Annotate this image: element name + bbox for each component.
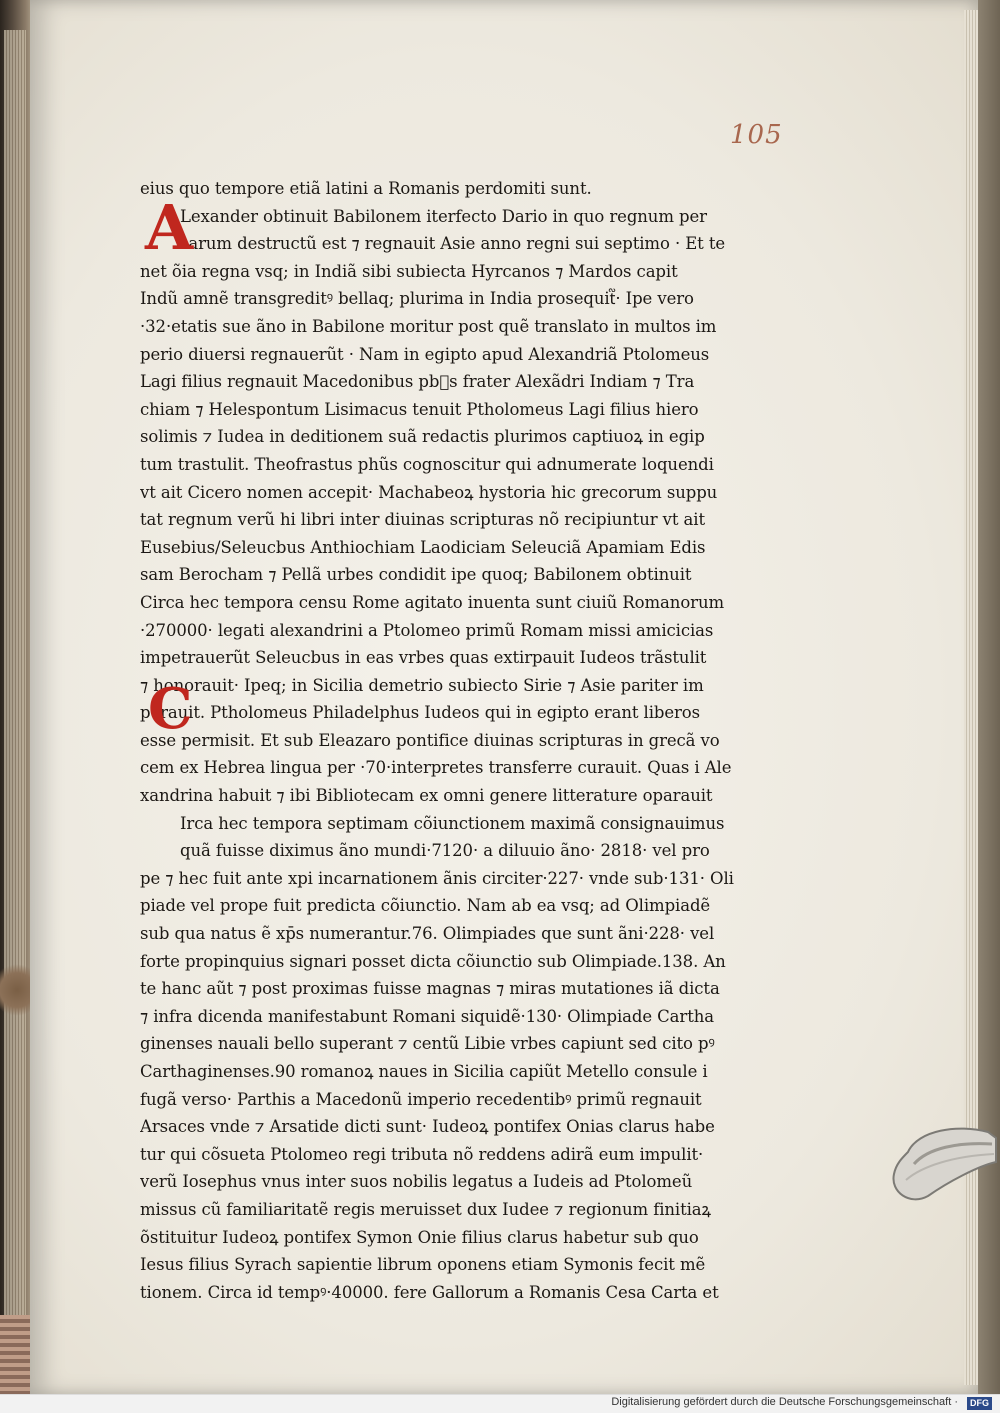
text-line: õstituitur Iudeoꝝ pontifex Symon Onie filius clarus habetur sub quo [140,1227,699,1247]
text-line: Lexander obtinuit Babilonem iterfecto Dario in quo regnum per [180,206,707,226]
text-line: net õia regna vsq; in Indiã sibi subiecta Hyrcanos ⁊ Mardos capit [140,261,678,281]
text-line: sam Berocham ⁊ Pellã urbes condidit ipe quoq; Babilonem obtinuit [140,565,692,585]
text-line: eius quo tempore etiã latini a Romanis perdomiti sunt. [140,179,592,198]
text-line: ·270000· legati alexandrini a Ptolomeo primũ Romam missi amicicias [140,620,714,640]
page-edges-left [4,30,26,1370]
text-line: ⁊ honorauit· Ipeq; in Sicilia demetrio subiecto Sirie ⁊ Asie pariter im [140,675,704,695]
rubricated-initial-c: C [148,676,193,742]
text-line: missus cũ familiaritatẽ regis meruisset dux Iudee ⁊ regionum finitiaꝝ [140,1199,711,1219]
text-line: verũ Iosephus vnus inter suos nobilis legatus a Iudeis ad Ptolomeũ [140,1172,693,1192]
text-line: impetrauerũt Seleucbus in eas vrbes quas extirpauit Iudeos trãstulit [140,648,707,668]
text-line: Irca hec tempora septimam cõiunctionem maximã consignauimus [180,813,725,833]
text-line: piade vel prope fuit predicta cõiunctio. Nam ab ea vsq; ad Olimpiadẽ [140,896,711,916]
text-line: Eusebius/Seleucbus Anthiochiam Laodiciam Seleuciã Apamiam Edis [140,537,706,557]
text-line: xandrina habuit ⁊ ibi Bibliotecam ex omni genere litterature oparauit [140,786,713,806]
text-line: forte propinquius signari posset dicta cõiunctio sub Olimpiade.138. An [140,951,726,971]
text-line: perauit. Ptholomeus Philadelphus Iudeos qui in egipto erant liberos [140,703,700,723]
text-line: Lagi filius regnauit Macedonibus pbᷓs frater Alexãdri Indiam ⁊ Tra [140,372,695,392]
text-line: pe ⁊ hec fuit ante xpi incarnationem ãnis circiter·227· vnde sub·131· Oli [140,868,734,888]
text-block [140,175,770,1306]
rubricated-initial-a: A [145,191,194,264]
text-line: sub qua natus ẽ xp̄s numerantur.76. Olimpiades que sunt ãni·228· vel [140,924,715,944]
text-line: tat regnum verũ hi libri inter diuinas scripturas nõ recipiuntur vt ait [140,510,706,530]
text-line: solimis ⁊ Iudea in deditionem suã redactis plurimos captiuoꝝ in egip [140,427,705,447]
text-line: te hanc aũt ⁊ post proximas fuisse magnas ⁊ miras mutationes iã dicta [140,979,720,999]
folio-number: 105 [730,120,783,150]
text-line: Arsaces vnde ⁊ Arsatide dicti sunt· Iudeoꝝ pontifex Onias clarus habe [140,1117,715,1137]
text-line: tum trastulit. Theofrastus phũs cognoscitur qui adnumerate loquendi [140,454,714,474]
text-line: Iesus filius Syrach sapientie librum oponens etiam Symonis fecit mẽ [140,1255,706,1275]
text-line: ginenses nauali bello superant ⁊ centũ Libie vrbes capiunt sed cito pꝰ [140,1034,715,1054]
footer-bar [0,1394,1000,1413]
text-line: chiam ⁊ Helespontum Lisimacus tenuit Ptholomeus Lagi filius hiero [140,399,699,419]
funding-notice: Digitalisierung gefördert durch die Deutsche Forschungsgemeinschaft · [611,1396,958,1408]
text-line: fugã verso· Parthis a Macedonũ imperio recedentibꝰ primũ regnauit [140,1089,702,1109]
manuscript-page [30,0,978,1395]
page-clip [888,1122,998,1206]
text-line: tur qui cõsueta Ptolomeo regi tributa nõ reddens adirã eum impulit· [140,1144,704,1164]
text-line: Indũ amnẽ transgreditꝰ bellaq; plurima in India prosequit᷑· Ipe vero [140,289,694,309]
text-line: ⁊ infra dicenda manifestabunt Romani siquidẽ·130· Olimpiade Cartha [140,1006,715,1026]
text-line: esse permisit. Et sub Eleazaro pontifice diuinas scripturas in grecã vo [140,730,720,750]
text-line: quã fuisse diximus ãno mundi·7120· a diluuio ãno· 2818· vel pro [180,841,710,861]
text-line: cem ex Hebrea lingua per ·70·interpretes transferre curauit. Quas i Ale [140,758,732,778]
text-line: perio diuersi regnauerũt · Nam in egipto apud Alexandriã Ptolomeus [140,344,710,364]
text-line: sarum destructũ est ⁊ regnauit Asie anno regni sui septimo · Et te [180,234,726,254]
text-line: Carthaginenses.90 romanoꝝ naues in Sicilia capiũt Metello consule i [140,1062,708,1081]
text-line: ·32·etatis sue ãno in Babilone moritur post quẽ translato in multos im [140,316,717,336]
text-line: vt ait Cicero nomen accepit· Machabeoꝝ hystoria hic grecorum suppu [140,482,718,502]
text-line: tionem. Circa id tempꝰ·40000. fere Gallorum a Romanis Cesa Carta et [140,1282,719,1302]
binding-stain [0,960,34,1020]
bookmark-ribbon [0,1315,30,1395]
text-line: Circa hec tempora censu Rome agitato inuenta sunt ciuiũ Romanorum [140,592,725,612]
dfg-logo: DFG [967,1397,992,1410]
